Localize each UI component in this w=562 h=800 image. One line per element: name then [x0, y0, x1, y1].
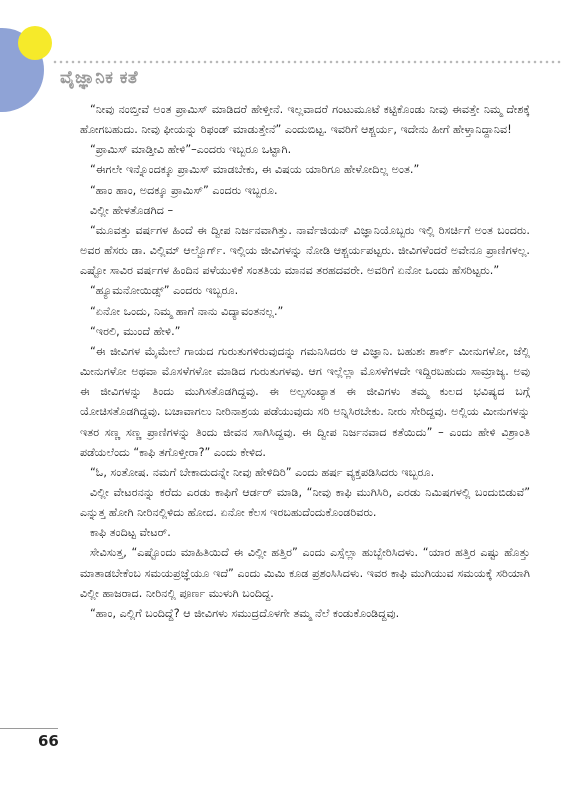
dotted-header-rule	[52, 60, 562, 64]
paragraph: “ಓ, ಸಂತೋಷ. ನಮಗೆ ಬೇಕಾದುದನ್ನೇ ನೀವು ಹೇಳಿದಿರಿ” ಎಂದು ಹರ್ಷ ವ್ಯಕ್ತಪಡಿಸಿದರು ಇಬ್ಬರೂ.	[90, 465, 435, 479]
paragraph: “ನೀವು ನಂಬ್ತೀವೆ ಅಂತ ಪ್ರಾಮಿಸ್ ಮಾಡಿದರೆ ಹೇಳ್ತೀನೆ. ಇಲ್ಲವಾದರೆ ಗಂಟುಮೂಟೆ ಕಟ್ಟಿಕೊಂಡು ನೀವು ಈವತ್ತೇ ನಿಮ್ಮ ದೇಶಕ್ಕೆ ಹೋಗಬಹುದು. ನೀವು ಫೀಯನ್ನು ರಿಫಂಡ್ ಮಾಡುತ್ತೇನೆ” ಎಂದುಬಿಟ್ಟ. ಇವರಿಗೆ ಆಶ್ಚರ್ಯ, ಇದೇನು ಹೀಗೆ ಹೇಳ್ತಾನಿದ್ದಾನಿವ!	[80, 103, 530, 137]
paragraph: “ಏನೋ ಒಂದು, ನಿಮ್ಮ ಹಾಗೆ ನಾನು ವಿದ್ಯಾವಂತನಲ್ಲ.”	[90, 304, 284, 318]
paragraph: “ಮೂವತ್ತು ವರ್ಷಗಳ ಹಿಂದೆ ಈ ದ್ವೀಪ ನಿರ್ಜನವಾಗಿತ್ತು. ನಾರ್ವೆಜಿಯನ್ ವಿಜ್ಞಾನಿಯೊಬ್ಬರು ಇಲ್ಲಿ ರಿಸರ್ಚಿಗೆ ಅಂತ ಬಂದರು. ಅವರ ಹೆಸರು ಡಾ. ವಿಲ್ಲಿಮ್ ಆಲ್ಬೊರ್ಗ್. ಇಲ್ಲಿಯ ಜೀವಿಗಳನ್ನು ನೋಡಿ ಆಶ್ಚರ್ಯಪಟ್ಟರು. ಜೀವಿಗಳೆಂದರೆ ಅವೇನೂ ಪ್ರಾಣಿಗಳಲ್ಲ. ಎಷ್ಟೋ ಸಾವಿರ ವರ್ಷಗಳ ಹಿಂದಿನ ಪಳೆಯುಳಿಕೆ ಸಂತತಿಯ ಮಾನವ ತರಹದವರೇ. ಅವರಿಗೆ ಏನೋ ಒಂದು ಹೆಸರಿಟ್ಟರು.”	[80, 223, 530, 278]
paragraph: “ಹ್ಯೂಮನೋಯಿಡ್ಸ್” ಎಂದರು ಇಬ್ಬರೂ.	[90, 284, 239, 298]
section-title: ವೈಜ್ಞಾನಿಕ ಕತೆ	[60, 68, 139, 88]
paragraph: ವಿಲ್ಲೀ ಹೇಳತೊಡಗಿದ –	[90, 203, 174, 217]
paragraph: “ಹಾಂ ಹಾಂ, ಅದಕ್ಕೂ ಪ್ರಾಮಿಸ್” ಎಂದರು ಇಬ್ಬರೂ.	[90, 183, 278, 197]
paragraph: ವಿಲ್ಲೀ ವೇಟರನನ್ನು ಕರೆದು ಎರಡು ಕಾಫಿಗೆ ಆರ್ಡರ್ ಮಾಡಿ, “ನೀವು ಕಾಫಿ ಮುಗಿಸಿರಿ, ಎರಡು ನಿಮಿಷಗಳಲ್ಲಿ ಬಂದುಬಿಡುವೆ” ಎನ್ನುತ್ತ ಹೋಗಿ ನೀರಿನಲ್ಲಿಳಿದು ಹೋದ. ಏನೋ ಕೆಲಸ ಇರಬಹುದೆಂದುಕೊಂಡರಿವರು.	[80, 485, 530, 520]
paragraph: “ಈಗಲೇ ಇನ್ನೊಂದಕ್ಕೂ ಪ್ರಾಮಿಸ್ ಮಾಡಬೇಕು, ಈ ವಿಷಯ ಯಾರಿಗೂ ಹೇಳೋದಿಲ್ಲ ಅಂತ.”	[90, 163, 420, 177]
paragraph: “ಪ್ರಾಮಿಸ್ ಮಾಡ್ತೀವಿ ಹೇಳಿ”–ಎಂದರು ಇಬ್ಬರೂ ಒಟ್ಟಾಗಿ.	[90, 143, 292, 157]
decorative-circle-yellow	[18, 26, 52, 60]
paragraph: “ಇರಲಿ, ಮುಂದೆ ಹೇಳಿ.”	[90, 324, 181, 338]
article-body	[80, 100, 530, 624]
paragraph: ಕಾಫಿ ತಂದಿಟ್ಟ ವೇಟರ್.	[90, 526, 171, 540]
paragraph: “ಹಾಂ, ಎಲ್ಲಿಗೆ ಬಂದಿದ್ದೆ? ಆ ಜೀವಿಗಳು ಸಮುದ್ರದೊಳಗೇ ತಮ್ಮ ನೆಲೆ ಕಂಡುಕೊಂಡಿದ್ದವು.	[90, 606, 400, 620]
footer-rule	[0, 728, 58, 729]
paragraph: “ಈ ಜೀವಿಗಳ ಮೈಮೇಲೆ ಗಾಯದ ಗುರುತುಗಳಿರುವುದನ್ನು ಗಮನಿಸಿದರು ಆ ವಿಜ್ಞಾನಿ. ಬಹುಶಃ ಶಾರ್ಕ್ ಮೀನುಗಳೋ, ಜೆಲ್ಲಿ ಮೀನುಗಳೋ ಅಥವಾ ಮೊಸಳೆಗಳೋ ಮಾಡಿದ ಗುರುತುಗಳವು. ಆಗ ಇಲ್ಲೆಲ್ಲಾ ಮೊಸಳೆಗಳದೇ ಇದ್ದಿರಬಹುದು ಸಾಮ್ರಾಜ್ಯ. ಅವು ಈ ಜೀವಿಗಳನ್ನು ತಿಂದು ಮುಗಿಸತೊಡಗಿದ್ದವು. ಈ ಅಲ್ಪಸಂಖ್ಯಾತ ಈ ಜೀವಿಗಳು ತಮ್ಮ ಕುಲದ ಭವಿಷ್ಯದ ಬಗ್ಗೆ ಯೋಚಿಸತೊಡಗಿದ್ದವು. ಬಚಾವಾಗಲು ನೀರಿನಾಶ್ರಯ ಪಡೆಯುವುದು ಸರಿ ಅನ್ನಿಸಿರಬೇಕು. ನೀರು ಸೇರಿದ್ದವು. ಅಲ್ಲಿಯ ಮೀನುಗಳನ್ನು ಇತರ ಸಣ್ಣ ಸಣ್ಣ ಪ್ರಾಣಿಗಳನ್ನು ತಿಂದು ಜೀವನ ಸಾಗಿಸಿದ್ದವು. ಈ ದ್ವೀಪ ನಿರ್ಜನವಾದ ಕತೆಯಿದು” – ಎಂದು ಹೇಳಿ ವಿಶ್ರಾಂತಿ ಪಡೆಯಲೆಂದು “ಕಾಫಿ ತಗೊಳ್ತೀರಾ?” ಎಂದು ಕೇಳಿದ.	[80, 344, 530, 459]
page-number: 66	[38, 732, 59, 750]
paragraph: ಸೇವಿಸುತ್ತ, “ಎಷ್ಟೊಂದು ಮಾಹಿತಿಯಿದೆ ಈ ವಿಲ್ಲೀ ಹತ್ತಿರ” ಎಂದು ಎಸ್ಸೆಲ್ಲಾ ಹುಬ್ಬೇರಿಸಿದಳು. “ಯಾರ ಹತ್ತಿರ ಎಷ್ಟು ಹೊತ್ತು ಮಾತಾಡಬೇಕೆಂಬ ಸಮಯಪ್ರಜ್ಞೆಯೂ ಇದೆ” ಎಂದು ಮಿಮಿ ಕೂಡ ಪ್ರಶಂಸಿಸಿದಳು. ಇವರ ಕಾಫಿ ಮುಗಿಯುವ ಸಮಯಕ್ಕೆ ಸರಿಯಾಗಿ ವಿಲ್ಲೀ ಹಾಜರಾದ. ನೀರಿನಲ್ಲಿ ಪೂರ್ಣ ಮುಳುಗಿ ಬಂದಿದ್ದ.	[80, 546, 530, 600]
